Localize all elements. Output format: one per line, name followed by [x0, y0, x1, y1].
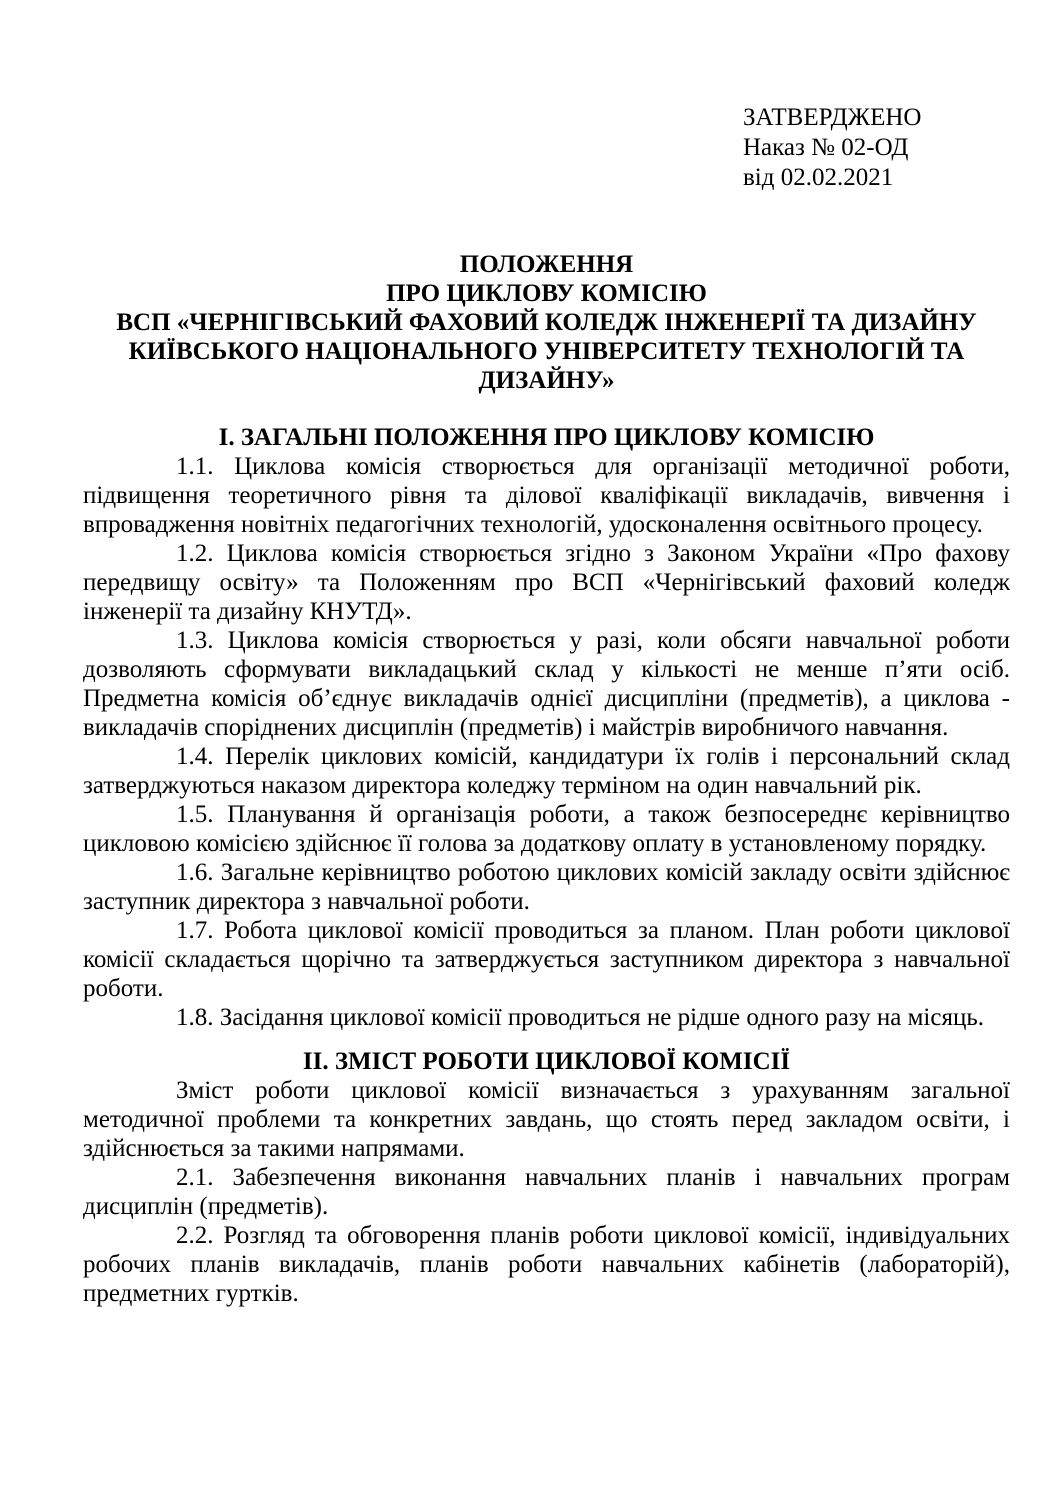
approval-line-order-number: Наказ № 02-ОД [743, 134, 909, 161]
section-work-content [83, 1047, 1010, 1308]
approval-block [743, 103, 1010, 193]
title-line: ДИЗАЙНУ» [478, 367, 615, 394]
approval-line-approved: ЗАТВЕРДЖЕНО [743, 104, 922, 131]
paragraph-1-2: 1.2. Циклова комісія створюється згідно з Законом України «Про фахову передвищу освіту» та Положенням про ВСП «Чернігівський фаховий коледж інженерії та дизайну КНУТД». [83, 540, 1010, 625]
paragraph-1-4: 1.4. Перелік циклових комісій, кандидатури їх голів і персональний склад затверджуються наказом директора коледжу терміном на один навчальний рік. [83, 743, 1010, 799]
paragraph-2-2: 2.2. Розгляд та обговорення планів роботи циклової комісії, індивідуальних робочих планів викладачів, планів роботи навчальних кабінетів (лабораторій), предметних гуртків. [83, 1222, 1010, 1307]
paragraph-1-6: 1.6. Загальне керівництво роботою циклових комісій закладу освіти здійснює заступник директора з навчальної роботи. [83, 859, 1010, 915]
paragraph-1-5: 1.5. Планування й організація роботи, а також безпосереднє керівництво цикловою комісією здійснює її голова за додаткову оплату в установленому порядку. [83, 801, 1010, 857]
section-general-provisions [83, 423, 1010, 1032]
paragraph-1-7: 1.7. Робота циклової комісії проводиться за планом. План роботи циклової комісії складається щорічно та затверджується заступником директора з навчальної роботи. [83, 917, 1010, 1002]
paragraph-1-8: 1.8. Засідання циклової комісії проводиться не рідше одного разу на місяць. [176, 1004, 984, 1031]
section-2-heading: ІІ. ЗМІСТ РОБОТИ ЦИКЛОВОЇ КОМІСІЇ [302, 1048, 791, 1075]
document-title [83, 250, 1010, 395]
approval-line-date: від 02.02.2021 [743, 164, 894, 191]
paragraph-1-1: 1.1. Циклова комісія створюється для організації методичної роботи, підвищення теоретичного рівня та ділової кваліфікації викладачів, вивчення і впровадження новітніх педагогічних технологій, удосконалення освітнього процесу. [83, 453, 1010, 538]
title-line: ПОЛОЖЕННЯ [459, 251, 634, 278]
section-1-heading: І. ЗАГАЛЬНІ ПОЛОЖЕННЯ ПРО ЦИКЛОВУ КОМІСІЮ [218, 424, 875, 451]
title-line: ВСП «ЧЕРНІГІВСЬКИЙ ФАХОВИЙ КОЛЕДЖ ІНЖЕНЕРІЇ ТА ДИЗАЙНУ [116, 309, 977, 336]
paragraph-2-1: 2.1. Забезпечення виконання навчальних планів і навчальних програм дисциплін (предметів). [83, 1164, 1010, 1220]
paragraph-2-intro: Зміст роботи циклової комісії визначається з урахуванням загальної методичної проблеми та конкретних завдань, що стоять перед закладом освіти, і здійснюється за такими напрямами. [83, 1077, 1010, 1162]
paragraph-1-3: 1.3. Циклова комісія створюється у разі, коли обсяги навчальної роботи дозволяють сформувати викладацький склад у кількості не менше п’яти осіб. Предметна комісія об’єднує викладачів однієї дисципліни (предметів), а циклова - викладачів споріднених дисциплін (предметів) і майстрів виробничого навчання. [83, 627, 1010, 741]
title-line: ПРО ЦИКЛОВУ КОМІСІЮ [386, 280, 707, 307]
title-line: КИЇВСЬКОГО НАЦІОНАЛЬНОГО УНІВЕРСИТЕТУ ТЕХНОЛОГІЙ ТА [128, 338, 965, 365]
